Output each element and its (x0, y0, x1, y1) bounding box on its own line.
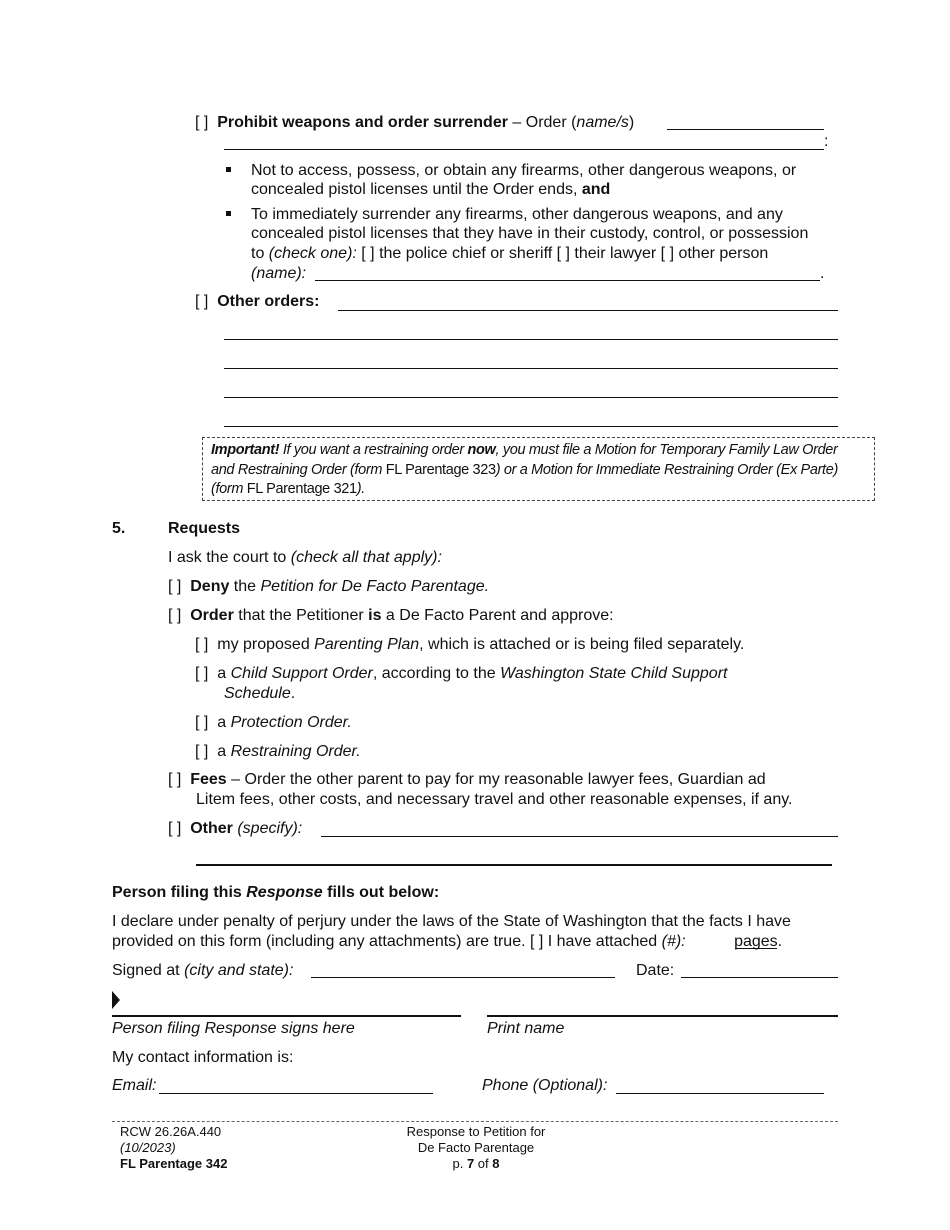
bullet2-line3: to (check one): [ ] the police chief or sheriff [ ] their lawyer [ ] other person (251, 245, 769, 262)
sign-here-arrow-icon (112, 991, 120, 1009)
bullet-icon (226, 167, 231, 172)
bullet-icon (226, 211, 231, 216)
footer-divider (112, 1121, 838, 1122)
bullet1-line2: concealed pistol licenses until the Order ends, and (251, 181, 611, 198)
footer-rcw: RCW 26.26A.440 (120, 1124, 222, 1139)
declaration-line2: provided on this form (including any attachments) are true. [ ] I have attached (#): pages. (112, 933, 783, 950)
other-orders-row (195, 292, 319, 312)
section-number: 5. (112, 520, 126, 537)
other-orders-field-5[interactable] (224, 426, 838, 427)
declaration-line1: I declare under penalty of perjury under the laws of the State of Washington that the facts I have (112, 913, 791, 930)
deny-row: [ ] Deny the Petition for De Facto Parentage. (168, 578, 490, 595)
bullet2-name-label: (name): (251, 265, 307, 282)
weapons-names-field-2[interactable] (224, 149, 824, 150)
print-name-label: Print name (487, 1020, 565, 1037)
pages-attached-field[interactable] (735, 948, 777, 949)
other-orders-field-3[interactable] (224, 368, 838, 369)
signed-at-field[interactable] (311, 977, 615, 978)
surrender-options[interactable]: [ ] the police chief or sheriff [ ] their lawyer [ ] other person (356, 245, 769, 262)
order-row: [ ] Order that the Petitioner is a De Facto Parent and approve: (168, 607, 614, 624)
print-name-field[interactable] (487, 1015, 838, 1017)
bullet2-line1: To immediately surrender any firearms, other dangerous weapons, and any (251, 206, 783, 223)
parenting-plan-checkbox[interactable]: [ ] (195, 636, 209, 653)
child-support-row-2: Schedule. (224, 685, 296, 702)
signature-field[interactable] (112, 1015, 461, 1017)
bullet2-line2: concealed pistol licenses that they have in their custody, control, or possession (251, 225, 809, 242)
other-orders-field-4[interactable] (224, 397, 838, 398)
phone-field[interactable] (616, 1093, 824, 1094)
fees-row: [ ] Fees – Order the other parent to pay for my reasonable lawyer fees, Guardian ad (168, 771, 766, 788)
weapons-checkbox[interactable]: [ ] (195, 114, 209, 131)
protection-order-row: [ ] a Protection Order. (195, 714, 352, 731)
section-title: Requests (168, 520, 241, 537)
important-lead: Important! (211, 442, 280, 458)
other-orders-field[interactable] (338, 310, 838, 311)
footer-title-1: Response to Petition for (406, 1124, 546, 1139)
child-support-checkbox[interactable]: [ ] (195, 665, 209, 682)
other-orders-label: Other orders: (217, 293, 320, 310)
email-field[interactable] (159, 1093, 433, 1094)
deny-checkbox[interactable]: [ ] (168, 578, 182, 595)
other-request-field[interactable] (321, 836, 838, 837)
footer-date: (10/2023) (120, 1140, 176, 1155)
other-orders-checkbox[interactable]: [ ] (195, 293, 209, 310)
restraining-order-checkbox[interactable]: [ ] (195, 743, 209, 760)
weapons-row (195, 113, 634, 133)
other-request-field-2[interactable] (196, 864, 832, 866)
other-person-name-field[interactable] (315, 280, 820, 281)
fees-checkbox[interactable]: [ ] (168, 771, 182, 788)
restraining-order-row: [ ] a Restraining Order. (195, 743, 361, 760)
weapons-names-close: ) (628, 114, 635, 131)
bullet2-period: . (820, 265, 825, 282)
email-label: Email: (112, 1077, 157, 1094)
date-field[interactable] (681, 977, 838, 978)
weapons-names-field[interactable] (667, 129, 824, 130)
important-note: Important! If you want a restraining order now, you must file a Motion for Temporary Family Law Order and Restraining Order (form FL Parentage 323) or a Motion for Immediate Restraining Order (Ex Parte) (form FL Parentage 321). (202, 437, 875, 501)
parenting-plan-row: [ ] my proposed Parenting Plan, which is attached or is being filed separately. (195, 636, 745, 653)
footer-title-2: De Facto Parentage (417, 1140, 535, 1155)
bullet1-line1: Not to access, possess, or obtain any firearms, other dangerous weapons, or (251, 162, 797, 179)
child-support-row: [ ] a Child Support Order, according to the Washington State Child Support (195, 665, 728, 682)
weapons-dash: – Order ( (507, 114, 577, 131)
footer-form: FL Parentage 342 (120, 1156, 228, 1171)
protection-order-checkbox[interactable]: [ ] (195, 714, 209, 731)
other-request-checkbox[interactable]: [ ] (168, 820, 182, 837)
signs-here-label: Person filing Response signs here (112, 1020, 355, 1037)
weapons-names-label: name/s (576, 114, 629, 131)
weapons-title: Prohibit weapons and order surrender (217, 114, 508, 131)
footer-page: p. 7 of 8 (452, 1156, 500, 1171)
signature-heading: Person filing this Response fills out below: (112, 884, 440, 901)
requests-intro: I ask the court to (check all that apply): (168, 549, 442, 566)
date-label: Date: (636, 962, 675, 979)
fees-row-2: Litem fees, other costs, and necessary travel and other reasonable expenses, if any. (196, 791, 793, 808)
phone-label: Phone (Optional): (482, 1077, 608, 1094)
order-checkbox[interactable]: [ ] (168, 607, 182, 624)
contact-label: My contact information is: (112, 1049, 294, 1066)
other-orders-field-2[interactable] (224, 339, 838, 340)
other-request-row: [ ] Other (specify): (168, 820, 303, 837)
signed-at-label: Signed at (city and state): (112, 962, 294, 979)
weapons-colon: : (824, 133, 829, 150)
